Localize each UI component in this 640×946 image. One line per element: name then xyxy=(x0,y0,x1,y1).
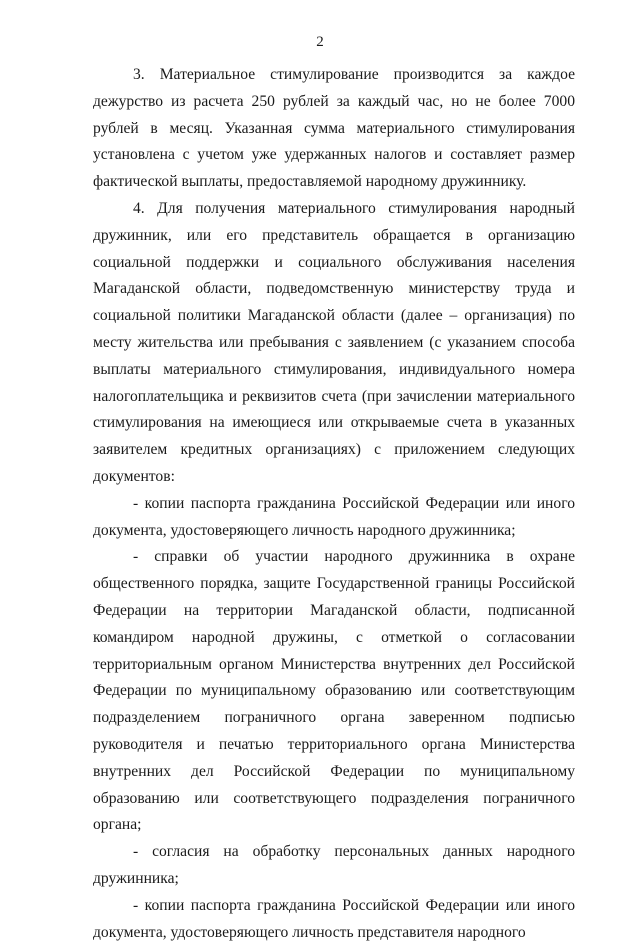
document-body xyxy=(93,62,575,946)
paragraph-item-4: 4. Для получения материального стимулирования народный дружинник, или его представитель обращается в организацию социальной поддержки и социального обслуживания населения Магаданской области, подведомственную министерству труда и социальной политики Магаданской области (далее – организация) по месту жительства или пребывания с заявлением (с указанием способа выплаты материального стимулирования, индивидуального номера налогоплательщика и реквизитов счета (при зачислении материального стимулирования на имеющиеся или открываемые счета в указанных заявителем кредитных организациях) с приложением следующих документов: xyxy=(93,199,575,485)
list-item-participation-certificate: - справки об участии народного дружинника в охране общественного порядка, защите Государственной границы Российской Федерации на территории Магаданской области, подписанной командиром народной дружины, с отметкой о согласовании территориальным органом Министерства внутренних дел Российской Федерации по муниципальному образованию или соответствующим подразделением пограничного органа заверенном подписью руководителя и печатью территориального органа Министерства внутренних дел Российской Федерации по муниципальному образованию или соответствующего подразделения пограничного органа; xyxy=(93,548,575,834)
list-item-passport-copy: - копии паспорта гражданина Российской Федерации или иного документа, удостоверяющего личность народного дружинника; xyxy=(93,494,575,539)
list-item-representative-passport-copy: - копии паспорта гражданина Российской Федерации или иного документа, удостоверяющего личность представителя народного xyxy=(93,896,575,941)
list-item-personal-data-consent: - согласия на обработку персональных данных народного дружинника; xyxy=(93,843,575,887)
paragraph-item-3: 3. Материальное стимулирование производится за каждое дежурство из расчета 250 рублей за каждый час, но не более 7000 рублей в месяц. Указанная сумма материального стимулирования установлена с учетом уже удержанных налогов и составляет размер фактической выплаты, предоставляемой народному дружиннику. xyxy=(93,66,575,191)
page-number: 2 xyxy=(316,34,324,50)
